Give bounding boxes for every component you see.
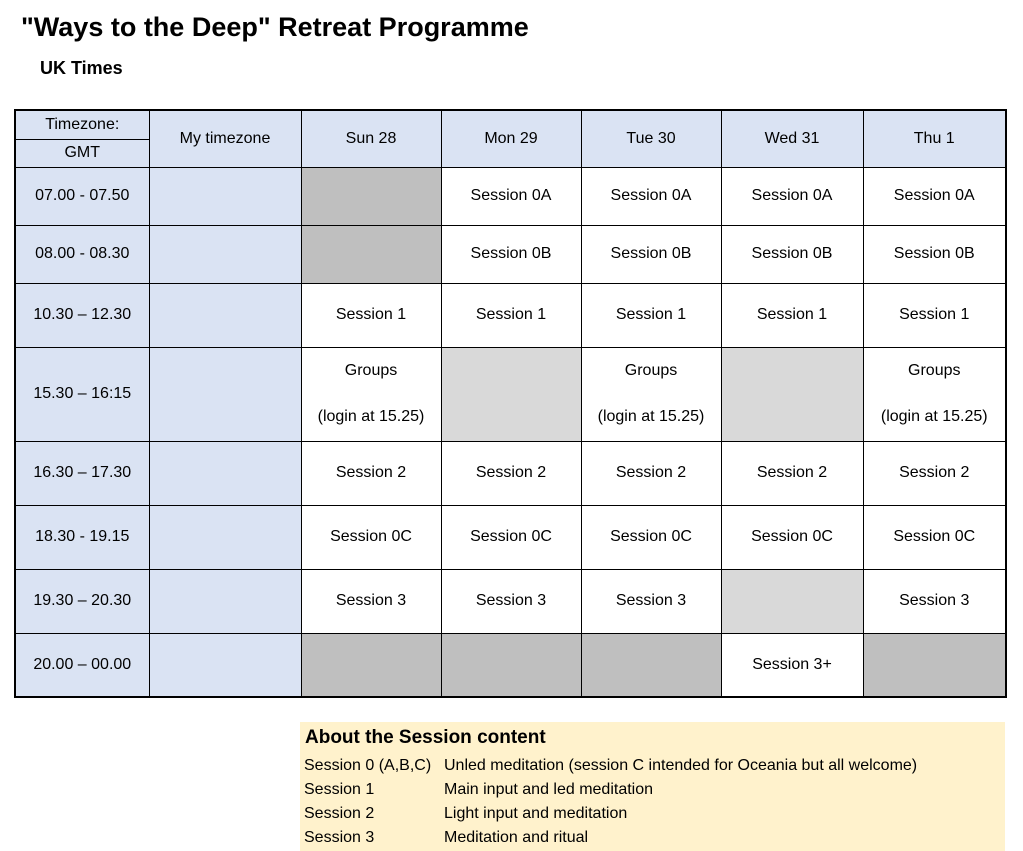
session-cell: [301, 347, 441, 441]
session-cell: Session 0C: [441, 505, 581, 569]
session-cell: Session 2: [441, 441, 581, 505]
legend-session: Session 0 (A,B,C): [304, 757, 432, 774]
my-timezone-cell: [149, 283, 301, 347]
my-timezone-cell: [149, 441, 301, 505]
day-header: Thu 1: [863, 110, 1006, 167]
session-label: Groups: [624, 362, 678, 379]
session-label: Groups: [908, 362, 961, 379]
schedule-row: [15, 569, 1006, 633]
empty-cell: [441, 347, 581, 441]
session-cell: Session 2: [581, 441, 721, 505]
day-header: Tue 30: [581, 110, 721, 167]
legend-session: Session 2: [304, 805, 375, 822]
session-cell: Session 3: [581, 569, 721, 633]
session-label: Groups: [344, 362, 398, 379]
empty-cell: [863, 633, 1006, 697]
schedule-row: [15, 633, 1006, 697]
time-slot: 08.00 - 08.30: [15, 225, 149, 283]
session-cell: Session 2: [301, 441, 441, 505]
session-cell: Session 1: [441, 283, 581, 347]
page-title: "Ways to the Deep" Retreat Programme: [21, 12, 529, 42]
empty-cell: [301, 225, 441, 283]
day-header: Wed 31: [721, 110, 863, 167]
session-cell: Session 0C: [863, 505, 1006, 569]
session-cell: Session 1: [863, 283, 1006, 347]
session-cell: Session 0B: [721, 225, 863, 283]
my-timezone-cell: [149, 569, 301, 633]
page-subtitle: UK Times: [40, 58, 123, 78]
session-cell: Session 0C: [301, 505, 441, 569]
session-cell: Session 1: [721, 283, 863, 347]
my-timezone-cell: [149, 225, 301, 283]
session-cell: Session 3: [301, 569, 441, 633]
session-note: (login at 15.25): [317, 408, 425, 425]
schedule-row: [15, 505, 1006, 569]
time-slot: 18.30 - 19.15: [15, 505, 149, 569]
session-note: (login at 15.25): [597, 408, 705, 425]
time-slot: 20.00 – 00.00: [15, 633, 149, 697]
legend-title: About the Session content: [305, 727, 546, 748]
legend-description: Main input and led meditation: [444, 781, 654, 798]
session-cell: Session 0B: [863, 225, 1006, 283]
session-cell: Session 2: [721, 441, 863, 505]
schedule-row: [15, 283, 1006, 347]
day-header: Mon 29: [441, 110, 581, 167]
my-timezone-cell: [149, 505, 301, 569]
session-cell: [863, 347, 1006, 441]
empty-cell: [721, 569, 863, 633]
legend-description: Light input and meditation: [444, 805, 628, 822]
legend-description: Unled meditation (session C intended for Oceania but all welcome): [444, 757, 918, 774]
schedule-row: [15, 347, 1006, 441]
session-cell: Session 2: [863, 441, 1006, 505]
session-cell: [581, 347, 721, 441]
session-cell: Session 0A: [721, 167, 863, 225]
time-slot: 19.30 – 20.30: [15, 569, 149, 633]
session-cell: Session 0A: [441, 167, 581, 225]
schedule-body: [15, 167, 1006, 697]
empty-cell: [441, 633, 581, 697]
schedule-row: [15, 225, 1006, 283]
schedule-table: [14, 109, 1007, 698]
session-cell: Session 1: [301, 283, 441, 347]
my-timezone-header: My timezone: [149, 110, 301, 167]
time-slot: 07.00 - 07.50: [15, 167, 149, 225]
empty-cell: [301, 167, 441, 225]
legend-item: [304, 781, 653, 799]
my-timezone-cell: [149, 347, 301, 441]
session-cell: Session 0A: [863, 167, 1006, 225]
session-cell: Session 0B: [441, 225, 581, 283]
legend-session: Session 3: [304, 829, 375, 846]
legend-description: Meditation and ritual: [444, 829, 589, 846]
my-timezone-cell: [149, 633, 301, 697]
empty-cell: [721, 347, 863, 441]
session-cell: Session 0C: [581, 505, 721, 569]
session-note: (login at 15.25): [880, 408, 988, 425]
session-cell: Session 3+: [721, 633, 863, 697]
empty-cell: [301, 633, 441, 697]
schedule-row: [15, 167, 1006, 225]
empty-cell: [581, 633, 721, 697]
legend-item: [304, 757, 917, 775]
session-cell: Session 0B: [581, 225, 721, 283]
time-slot: 15.30 – 16:15: [15, 347, 149, 441]
timezone-value: GMT: [15, 139, 149, 167]
legend-session: Session 1: [304, 781, 375, 798]
day-header: Sun 28: [301, 110, 441, 167]
session-cell: Session 0A: [581, 167, 721, 225]
session-cell: Session 1: [581, 283, 721, 347]
session-legend: [300, 722, 1005, 851]
time-slot: 10.30 – 12.30: [15, 283, 149, 347]
time-slot: 16.30 – 17.30: [15, 441, 149, 505]
timezone-label: Timezone:: [15, 110, 149, 139]
schedule-row: [15, 441, 1006, 505]
session-cell: Session 3: [441, 569, 581, 633]
legend-item: [304, 805, 627, 823]
session-cell: Session 3: [863, 569, 1006, 633]
my-timezone-cell: [149, 167, 301, 225]
session-cell: Session 0C: [721, 505, 863, 569]
legend-item: [304, 829, 588, 847]
